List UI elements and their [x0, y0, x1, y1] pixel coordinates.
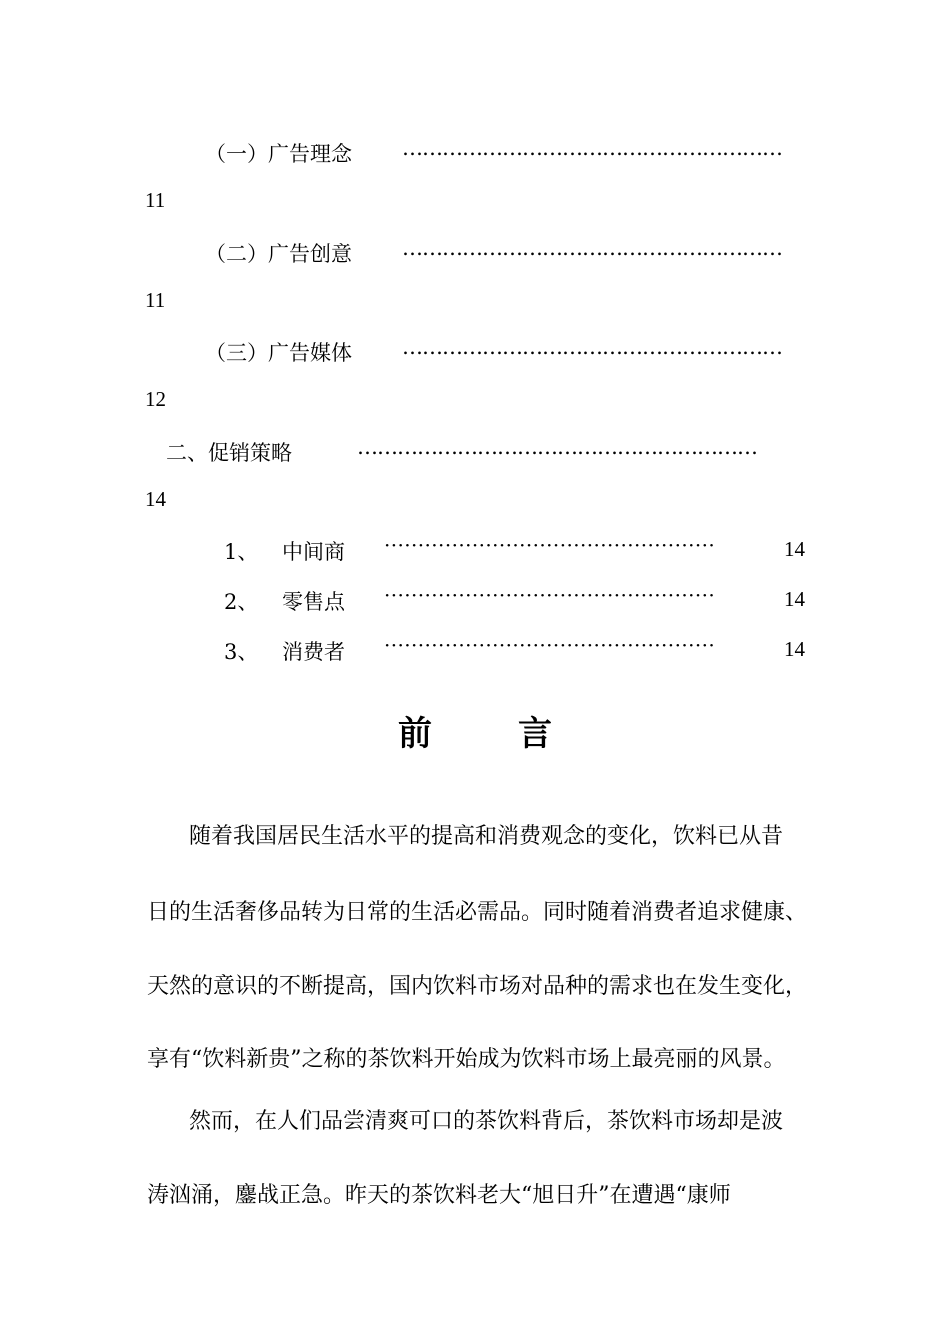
paragraph-line: 涛汹涌，鏖战正急。昨天的茶饮料老大“旭日升”在遭遇“康师 — [147, 1183, 731, 1208]
preface-title-char: 言 — [518, 714, 552, 754]
paragraph-line: 天然的意识的不断提高，国内饮料市场对品种的需求也在发生变化， — [147, 974, 808, 999]
toc-page-number: 14 — [784, 537, 805, 561]
paragraph-line: 日的生活奢侈品转为日常的生活必需品。同时随着消费者追求健康、 — [147, 900, 808, 925]
toc-page-number: 11 — [145, 288, 166, 312]
toc-leader-dots: ················································· — [384, 533, 716, 557]
toc-leader-dots: …………………………………………………… — [357, 435, 757, 459]
toc-subitem-number: 1、 — [224, 540, 259, 564]
paragraph-line: 随着我国居民生活水平的提高和消费观念的变化，饮料已从昔 — [189, 824, 784, 849]
toc-item-label[interactable]: （三）广告媒体 — [205, 341, 352, 365]
toc-leader-dots: ………………………………………………… — [402, 236, 782, 260]
toc-page-number: 14 — [784, 637, 805, 661]
toc-page-number: 12 — [145, 387, 166, 411]
preface-title — [0, 706, 950, 755]
toc-subitem-label[interactable]: 中间商 — [282, 540, 345, 564]
toc-subitem-label[interactable]: 零售点 — [282, 590, 345, 614]
toc-page-number: 14 — [784, 587, 805, 611]
toc-subitem-number: 3、 — [224, 640, 259, 664]
toc-leader-dots: ················································· — [384, 583, 716, 607]
toc-subitem-number: 2、 — [224, 590, 259, 614]
preface-title-char: 前 — [398, 714, 432, 754]
toc-item-label[interactable]: 二、促销策略 — [166, 441, 292, 465]
toc-leader-dots: ………………………………………………… — [402, 335, 782, 359]
toc-page-number: 11 — [145, 188, 166, 212]
toc-item-label[interactable]: （一）广告理念 — [205, 142, 352, 166]
toc-item-label[interactable]: （二）广告创意 — [205, 242, 352, 266]
toc-leader-dots: ………………………………………………… — [402, 136, 782, 160]
toc-subitem-label[interactable]: 消费者 — [282, 640, 345, 664]
paragraph-line: 然而，在人们品尝清爽可口的茶饮料背后，茶饮料市场却是波 — [189, 1109, 784, 1134]
toc-leader-dots: ················································· — [384, 633, 716, 657]
toc-page-number: 14 — [145, 487, 166, 511]
paragraph-line: 享有“饮料新贵”之称的茶饮料开始成为饮料市场上最亮丽的风景。 — [147, 1047, 786, 1072]
